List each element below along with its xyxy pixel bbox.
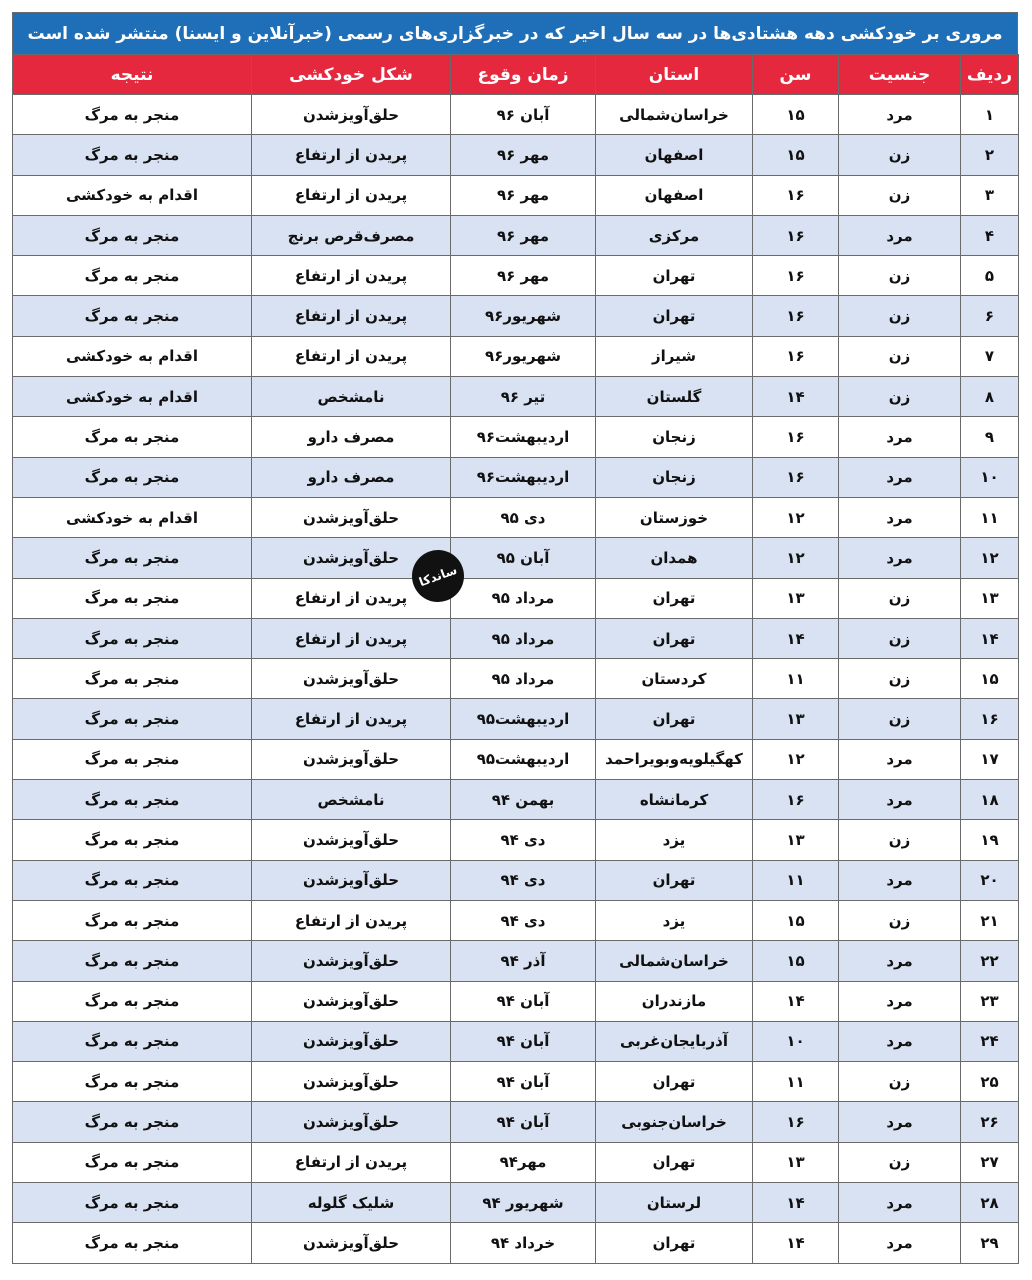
- cell-method: پریدن از ارتفاع: [252, 336, 451, 376]
- cell-age: ۱۶: [753, 296, 839, 336]
- column-header-result: نتیجه: [13, 55, 252, 95]
- cell-result: منجر به مرگ: [13, 1183, 252, 1223]
- cell-row-number: ۲۱: [961, 900, 1019, 940]
- cell-row-number: ۳: [961, 175, 1019, 215]
- table-container: [12, 12, 1018, 1264]
- cell-date: آبان ۹۴: [451, 1102, 596, 1142]
- cell-row-number: ۲۶: [961, 1102, 1019, 1142]
- cell-method: حلق‌آویزشدن: [252, 820, 451, 860]
- table-row: [13, 820, 1019, 860]
- cell-age: ۱۴: [753, 1183, 839, 1223]
- cell-date: دی ۹۵: [451, 497, 596, 537]
- table-row: [13, 417, 1019, 457]
- cell-province: تهران: [596, 1223, 753, 1263]
- table-row: [13, 1062, 1019, 1102]
- cell-gender: مرد: [839, 1021, 961, 1061]
- cell-method: حلق‌آویزشدن: [252, 538, 451, 578]
- cell-method: مصرف دارو: [252, 457, 451, 497]
- table-row: [13, 377, 1019, 417]
- cell-age: ۱۵: [753, 95, 839, 135]
- cell-age: ۱۶: [753, 336, 839, 376]
- cell-province: تهران: [596, 1062, 753, 1102]
- cell-gender: زن: [839, 175, 961, 215]
- cell-date: آبان ۹۴: [451, 981, 596, 1021]
- cell-province: مرکزی: [596, 215, 753, 255]
- cell-method: حلق‌آویزشدن: [252, 659, 451, 699]
- cell-gender: مرد: [839, 739, 961, 779]
- cell-row-number: ۲۷: [961, 1142, 1019, 1182]
- cell-age: ۱۶: [753, 417, 839, 457]
- cell-gender: زن: [839, 659, 961, 699]
- table-row: [13, 457, 1019, 497]
- cell-province: زنجان: [596, 457, 753, 497]
- cell-province: تهران: [596, 618, 753, 658]
- column-header-province: استان: [596, 55, 753, 95]
- cell-row-number: ۵: [961, 256, 1019, 296]
- cell-province: لرستان: [596, 1183, 753, 1223]
- cell-result: اقدام به خودکشی: [13, 377, 252, 417]
- cell-date: مهر ۹۶: [451, 175, 596, 215]
- cell-gender: زن: [839, 1062, 961, 1102]
- cell-method: پریدن از ارتفاع: [252, 699, 451, 739]
- cell-result: منجر به مرگ: [13, 135, 252, 175]
- cell-gender: زن: [839, 699, 961, 739]
- table-row: [13, 1183, 1019, 1223]
- table-row: [13, 95, 1019, 135]
- cell-gender: مرد: [839, 941, 961, 981]
- cell-province: تهران: [596, 256, 753, 296]
- cell-age: ۱۳: [753, 578, 839, 618]
- cell-method: حلق‌آویزشدن: [252, 860, 451, 900]
- cell-province: کهگیلویه‌وبویراحمد: [596, 739, 753, 779]
- cell-result: اقدام به خودکشی: [13, 175, 252, 215]
- cell-method: پریدن از ارتفاع: [252, 618, 451, 658]
- cell-row-number: ۱۱: [961, 497, 1019, 537]
- cell-result: منجر به مرگ: [13, 860, 252, 900]
- cell-gender: مرد: [839, 95, 961, 135]
- cell-gender: مرد: [839, 1102, 961, 1142]
- cell-province: تهران: [596, 860, 753, 900]
- cell-province: اصفهان: [596, 175, 753, 215]
- table-row: [13, 135, 1019, 175]
- cell-result: منجر به مرگ: [13, 256, 252, 296]
- cell-result: منجر به مرگ: [13, 820, 252, 860]
- cell-province: آذربایجان‌غربی: [596, 1021, 753, 1061]
- cell-age: ۱۰: [753, 1021, 839, 1061]
- cell-date: مرداد ۹۵: [451, 659, 596, 699]
- cell-row-number: ۱۵: [961, 659, 1019, 699]
- cell-age: ۱۱: [753, 659, 839, 699]
- cell-row-number: ۱۰: [961, 457, 1019, 497]
- cell-date: مرداد ۹۵: [451, 578, 596, 618]
- table-row: [13, 578, 1019, 618]
- table-row: [13, 296, 1019, 336]
- cell-method: حلق‌آویزشدن: [252, 95, 451, 135]
- cell-gender: زن: [839, 578, 961, 618]
- cell-province: کرمانشاه: [596, 780, 753, 820]
- cell-date: شهریور۹۶: [451, 336, 596, 376]
- cell-gender: مرد: [839, 780, 961, 820]
- cell-date: اردیبهشت۹۵: [451, 699, 596, 739]
- cell-row-number: ۲۰: [961, 860, 1019, 900]
- cell-province: خراسان‌جنوبی: [596, 1102, 753, 1142]
- cell-date: مهر ۹۶: [451, 256, 596, 296]
- cell-date: اردیبهشت۹۵: [451, 739, 596, 779]
- cell-date: آبان ۹۶: [451, 95, 596, 135]
- table-row: [13, 900, 1019, 940]
- cell-result: اقدام به خودکشی: [13, 336, 252, 376]
- cell-date: آبان ۹۴: [451, 1021, 596, 1061]
- table-row: [13, 659, 1019, 699]
- cell-method: حلق‌آویزشدن: [252, 497, 451, 537]
- table-row: [13, 175, 1019, 215]
- cell-method: پریدن از ارتفاع: [252, 578, 451, 618]
- column-header-age: سن: [753, 55, 839, 95]
- suicide-cases-table: [12, 54, 1019, 1264]
- cell-gender: زن: [839, 256, 961, 296]
- cell-date: تیر ۹۶: [451, 377, 596, 417]
- cell-result: منجر به مرگ: [13, 659, 252, 699]
- cell-province: شیراز: [596, 336, 753, 376]
- cell-method: شلیک گلوله: [252, 1183, 451, 1223]
- cell-date: دی ۹۴: [451, 820, 596, 860]
- cell-result: منجر به مرگ: [13, 900, 252, 940]
- cell-gender: مرد: [839, 457, 961, 497]
- cell-date: مهر ۹۶: [451, 215, 596, 255]
- cell-result: منجر به مرگ: [13, 1102, 252, 1142]
- cell-row-number: ۱۸: [961, 780, 1019, 820]
- cell-result: منجر به مرگ: [13, 1021, 252, 1061]
- cell-method: حلق‌آویزشدن: [252, 1102, 451, 1142]
- cell-result: منجر به مرگ: [13, 538, 252, 578]
- cell-method: پریدن از ارتفاع: [252, 1142, 451, 1182]
- cell-age: ۱۴: [753, 618, 839, 658]
- cell-province: خراسان‌شمالی: [596, 95, 753, 135]
- table-row: [13, 1021, 1019, 1061]
- cell-result: منجر به مرگ: [13, 1223, 252, 1263]
- cell-date: بهمن ۹۴: [451, 780, 596, 820]
- cell-row-number: ۸: [961, 377, 1019, 417]
- cell-result: منجر به مرگ: [13, 1062, 252, 1102]
- cell-result: منجر به مرگ: [13, 1142, 252, 1182]
- cell-date: آبان ۹۴: [451, 1062, 596, 1102]
- cell-row-number: ۲۹: [961, 1223, 1019, 1263]
- column-header-gender: جنسیت: [839, 55, 961, 95]
- table-row: [13, 739, 1019, 779]
- table-row: [13, 699, 1019, 739]
- cell-method: پریدن از ارتفاع: [252, 256, 451, 296]
- table-row: [13, 860, 1019, 900]
- cell-gender: مرد: [839, 417, 961, 457]
- cell-row-number: ۱: [961, 95, 1019, 135]
- cell-province: زنجان: [596, 417, 753, 457]
- cell-result: منجر به مرگ: [13, 739, 252, 779]
- table-row: [13, 780, 1019, 820]
- cell-age: ۱۴: [753, 981, 839, 1021]
- cell-row-number: ۲۴: [961, 1021, 1019, 1061]
- cell-age: ۱۳: [753, 699, 839, 739]
- cell-method: پریدن از ارتفاع: [252, 175, 451, 215]
- cell-date: دی ۹۴: [451, 860, 596, 900]
- cell-age: ۱۳: [753, 820, 839, 860]
- table-row: [13, 497, 1019, 537]
- cell-row-number: ۷: [961, 336, 1019, 376]
- cell-row-number: ۶: [961, 296, 1019, 336]
- table-row: [13, 215, 1019, 255]
- cell-province: خوزستان: [596, 497, 753, 537]
- cell-age: ۱۱: [753, 1062, 839, 1102]
- cell-row-number: ۲: [961, 135, 1019, 175]
- table-row: [13, 256, 1019, 296]
- table-row: [13, 1223, 1019, 1263]
- cell-result: منجر به مرگ: [13, 417, 252, 457]
- cell-row-number: ۲۵: [961, 1062, 1019, 1102]
- cell-age: ۱۳: [753, 1142, 839, 1182]
- cell-province: کردستان: [596, 659, 753, 699]
- cell-date: مهر ۹۶: [451, 135, 596, 175]
- cell-gender: مرد: [839, 981, 961, 1021]
- cell-province: یزد: [596, 900, 753, 940]
- cell-age: ۱۶: [753, 175, 839, 215]
- cell-date: آذر ۹۴: [451, 941, 596, 981]
- cell-result: منجر به مرگ: [13, 296, 252, 336]
- cell-age: ۱۶: [753, 780, 839, 820]
- cell-date: مهر۹۴: [451, 1142, 596, 1182]
- column-header-method: شکل خودکشی: [252, 55, 451, 95]
- table-row: [13, 618, 1019, 658]
- cell-gender: مرد: [839, 860, 961, 900]
- cell-row-number: ۲۳: [961, 981, 1019, 1021]
- column-header-row-number: ردیف: [961, 55, 1019, 95]
- cell-result: اقدام به خودکشی: [13, 497, 252, 537]
- cell-date: دی ۹۴: [451, 900, 596, 940]
- cell-age: ۱۱: [753, 860, 839, 900]
- cell-province: تهران: [596, 1142, 753, 1182]
- cell-age: ۱۲: [753, 538, 839, 578]
- column-header-date: زمان وقوع: [451, 55, 596, 95]
- cell-result: منجر به مرگ: [13, 95, 252, 135]
- cell-result: منجر به مرگ: [13, 578, 252, 618]
- cell-method: پریدن از ارتفاع: [252, 135, 451, 175]
- cell-row-number: ۲۸: [961, 1183, 1019, 1223]
- cell-date: شهریور ۹۴: [451, 1183, 596, 1223]
- cell-province: همدان: [596, 538, 753, 578]
- cell-age: ۱۶: [753, 215, 839, 255]
- cell-method: پریدن از ارتفاع: [252, 900, 451, 940]
- table-row: [13, 538, 1019, 578]
- cell-age: ۱۶: [753, 256, 839, 296]
- cell-gender: زن: [839, 820, 961, 860]
- cell-age: ۱۴: [753, 1223, 839, 1263]
- cell-gender: مرد: [839, 538, 961, 578]
- cell-province: مازندران: [596, 981, 753, 1021]
- cell-gender: زن: [839, 336, 961, 376]
- cell-province: خراسان‌شمالی: [596, 941, 753, 981]
- cell-method: حلق‌آویزشدن: [252, 739, 451, 779]
- cell-method: حلق‌آویزشدن: [252, 1021, 451, 1061]
- cell-method: حلق‌آویزشدن: [252, 1062, 451, 1102]
- cell-province: گلستان: [596, 377, 753, 417]
- cell-method: حلق‌آویزشدن: [252, 981, 451, 1021]
- table-row: [13, 981, 1019, 1021]
- page-title: مروری بر خودکشی دهه هشتادی‌ها در سه سال اخیر که در خبرگزاری‌های رسمی (خبرآنلاین و ایسنا) منتشر شده است: [12, 12, 1018, 54]
- cell-result: منجر به مرگ: [13, 215, 252, 255]
- cell-province: تهران: [596, 699, 753, 739]
- cell-method: حلق‌آویزشدن: [252, 941, 451, 981]
- cell-method: نامشخص: [252, 780, 451, 820]
- table-row: [13, 941, 1019, 981]
- cell-result: منجر به مرگ: [13, 941, 252, 981]
- header-row: [13, 55, 1019, 95]
- cell-result: منجر به مرگ: [13, 699, 252, 739]
- cell-gender: مرد: [839, 1183, 961, 1223]
- cell-method: نامشخص: [252, 377, 451, 417]
- cell-province: تهران: [596, 578, 753, 618]
- cell-date: خرداد ۹۴: [451, 1223, 596, 1263]
- cell-age: ۱۶: [753, 457, 839, 497]
- cell-result: منجر به مرگ: [13, 618, 252, 658]
- cell-age: ۱۵: [753, 135, 839, 175]
- cell-method: حلق‌آویزشدن: [252, 1223, 451, 1263]
- cell-gender: مرد: [839, 1223, 961, 1263]
- cell-date: شهریور۹۶: [451, 296, 596, 336]
- cell-row-number: ۱۳: [961, 578, 1019, 618]
- cell-gender: زن: [839, 900, 961, 940]
- cell-gender: زن: [839, 135, 961, 175]
- cell-row-number: ۱۹: [961, 820, 1019, 860]
- cell-age: ۱۶: [753, 1102, 839, 1142]
- cell-province: تهران: [596, 296, 753, 336]
- cell-gender: زن: [839, 1142, 961, 1182]
- cell-gender: زن: [839, 377, 961, 417]
- cell-row-number: ۱۲: [961, 538, 1019, 578]
- cell-age: ۱۲: [753, 497, 839, 537]
- table-row: [13, 1142, 1019, 1182]
- cell-date: اردیبهشت۹۶: [451, 417, 596, 457]
- cell-age: ۱۲: [753, 739, 839, 779]
- cell-result: منجر به مرگ: [13, 981, 252, 1021]
- cell-age: ۱۴: [753, 377, 839, 417]
- cell-date: آبان ۹۵: [451, 538, 596, 578]
- cell-row-number: ۹: [961, 417, 1019, 457]
- cell-row-number: ۱۶: [961, 699, 1019, 739]
- table-body: [13, 95, 1019, 1264]
- table-row: [13, 336, 1019, 376]
- cell-gender: مرد: [839, 215, 961, 255]
- cell-province: یزد: [596, 820, 753, 860]
- cell-gender: زن: [839, 618, 961, 658]
- cell-method: پریدن از ارتفاع: [252, 296, 451, 336]
- cell-date: مرداد ۹۵: [451, 618, 596, 658]
- cell-result: منجر به مرگ: [13, 457, 252, 497]
- cell-gender: زن: [839, 296, 961, 336]
- watermark-logo: ساندکا: [405, 543, 472, 610]
- cell-row-number: ۱۴: [961, 618, 1019, 658]
- cell-date: اردیبهشت۹۶: [451, 457, 596, 497]
- cell-method: مصرف دارو: [252, 417, 451, 457]
- cell-gender: مرد: [839, 497, 961, 537]
- cell-province: اصفهان: [596, 135, 753, 175]
- cell-row-number: ۲۲: [961, 941, 1019, 981]
- cell-method: مصرف‌قرص برنج: [252, 215, 451, 255]
- cell-result: منجر به مرگ: [13, 780, 252, 820]
- cell-age: ۱۵: [753, 900, 839, 940]
- cell-row-number: ۱۷: [961, 739, 1019, 779]
- table-row: [13, 1102, 1019, 1142]
- cell-age: ۱۵: [753, 941, 839, 981]
- cell-row-number: ۴: [961, 215, 1019, 255]
